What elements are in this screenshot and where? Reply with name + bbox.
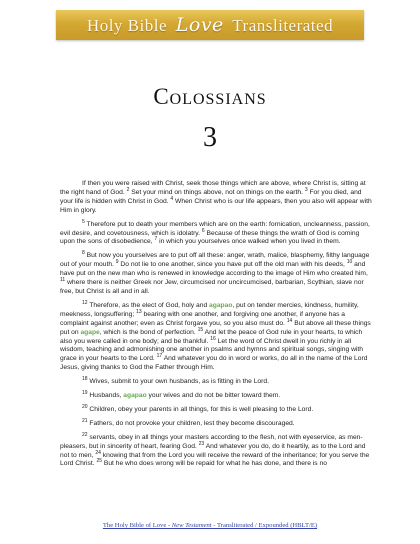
verse-number: 10 <box>346 259 353 266</box>
verse-number: 2 <box>126 186 130 193</box>
verse-number: 5 <box>82 218 85 225</box>
verse-text: And whatever you do, do it heartily, as to the Lord and not to men, <box>60 442 366 459</box>
verse-text: Children, obey your parents in all things, for this is well pleasing to the Lord. <box>89 405 314 413</box>
verse-text: Set your mind on things above, not on things on the earth. <box>131 188 303 196</box>
paragraph <box>60 389 372 401</box>
verse-number: 21 <box>82 417 88 424</box>
verse-text: Because of these things the wrath of God is coming upon the sons of disobedience, <box>60 229 360 246</box>
verse-text: But he who does wrong will be repaid for what he has done, and there is no <box>103 460 327 468</box>
paragraph <box>60 218 372 248</box>
verse-text: If then you were raised with Christ, seek those things which are above, where Christ is, sitting at the right hand of God. <box>60 180 366 196</box>
verse-number: 25 <box>96 458 102 465</box>
verse-text: Husbands, <box>89 392 124 400</box>
highlighted-word: agapao <box>123 392 147 400</box>
paragraph <box>60 252 372 297</box>
chapter-text <box>60 180 372 474</box>
verse-number: 15 <box>197 326 204 333</box>
verse-number: 12 <box>82 299 88 306</box>
verse-text: And whatever you do in word or works, do all in the name of the Lord Jesus, giving thanks to God the Father through Him. <box>60 355 368 372</box>
verse-number: 19 <box>82 389 88 396</box>
footer-testament: New Testament <box>171 522 212 529</box>
paragraph <box>60 403 372 415</box>
chapter-number: 3 <box>203 122 217 153</box>
paragraph <box>60 299 372 373</box>
verse-text: Fathers, do not provoke your children, lest they become discouraged. <box>89 419 295 427</box>
verse-number: 17 <box>156 353 163 360</box>
banner-title-right: Transliterated <box>232 16 334 35</box>
banner-title <box>87 14 333 36</box>
verse-number: 16 <box>210 335 216 342</box>
banner-title-left: Holy Bible <box>86 16 168 35</box>
verse-number: 13 <box>136 308 142 315</box>
paragraph <box>60 431 372 470</box>
verse-text: servants, obey in all things your masters according to the flesh, not with eyeservice, as men-pleasers, but in sincerity of heart, fearing God. <box>60 433 363 450</box>
footer-text: The Holy Bible of Love - <box>102 522 172 529</box>
verse-text: But above all these things put on <box>60 319 371 336</box>
verse-number: 3 <box>304 186 308 193</box>
footer-link[interactable] <box>0 522 420 529</box>
verse-number: 22 <box>82 431 88 438</box>
verse-number: 7 <box>154 236 158 243</box>
verse-text: in which you yourselves once walked when you lived in them. <box>159 238 341 246</box>
verse-text: your wives and do not be bitter toward them. <box>146 392 281 400</box>
paragraph <box>60 375 372 387</box>
paragraph <box>60 417 372 429</box>
verse-text: Therefore, as the elect of God, holy and <box>89 301 210 309</box>
verse-number: 11 <box>60 276 66 283</box>
verse-text: For you died, and your life is hidden with Christ in God. <box>60 188 362 205</box>
verse-text: knowing that from the Lord you will receive the reward of the inheritance; for you serve the Lord Christ. <box>60 451 370 468</box>
verse-number: 18 <box>82 375 88 382</box>
book-title: Colossians <box>153 84 267 109</box>
verse-text: Do not lie to one another, since you have put off the old man with his deeds, <box>120 261 345 269</box>
verse-text: Therefore put to death your members which are on the earth: fornication, uncleanness, passion, evil desire, and covetousness, which is idolatry. <box>60 220 370 237</box>
verse-text: bearing with one another, and forgiving one another, if anyone has a complaint against another; even as Christ forgave you, so you also must do. <box>60 310 346 327</box>
verse-number: 20 <box>82 403 88 410</box>
paragraph <box>60 180 372 216</box>
footer-text: - Transliterated / Expounded (HBLT/E) <box>211 522 318 529</box>
verse-text: But now you yourselves are to put off all these: anger, wrath, malice, blasphemy, filthy language out of your mouth. <box>60 252 370 269</box>
verse-number: 24 <box>95 449 101 456</box>
highlighted-word: agapao <box>209 301 233 309</box>
verse-text: Wives, submit to your own husbands, as is fitting in the Lord. <box>89 378 269 386</box>
verse-number: 6 <box>201 227 205 234</box>
verse-text: , put on tender mercies, kindness, humility, meekness, longsuffering; <box>60 301 359 318</box>
verse-text: and have put on the new man who is renewed in knowledge according to the image of Him who created him, <box>60 261 368 278</box>
highlighted-word: agape <box>80 328 100 336</box>
verse-text: where there is neither Greek nor Jew, circumcised nor uncircumcised, barbarian, Scythian, slave nor free, but Christ is all and in all. <box>60 279 364 295</box>
verse-number: 8 <box>82 250 85 257</box>
verse-number: 14 <box>286 317 293 324</box>
verse-number: 4 <box>170 195 174 202</box>
verse-text: When Christ who is our life appears, then you also will appear with Him in glory. <box>60 197 372 214</box>
verse-text: Let the word of Christ dwell in you richly in all wisdom, teaching and admonishing one another in psalms and hymns and spiritual songs, singing with grace in your hearts to the Lord. <box>60 337 363 363</box>
header-banner <box>56 10 364 40</box>
verse-number: 23 <box>198 440 205 447</box>
verse-text: , which is the bond of perfection. <box>99 328 196 336</box>
verse-text: And let the peace of God rule in your hearts, to which also you were called in one body; and be thankful. <box>60 328 363 345</box>
banner-love-script: Love <box>175 14 224 36</box>
verse-number: 9 <box>115 259 119 266</box>
